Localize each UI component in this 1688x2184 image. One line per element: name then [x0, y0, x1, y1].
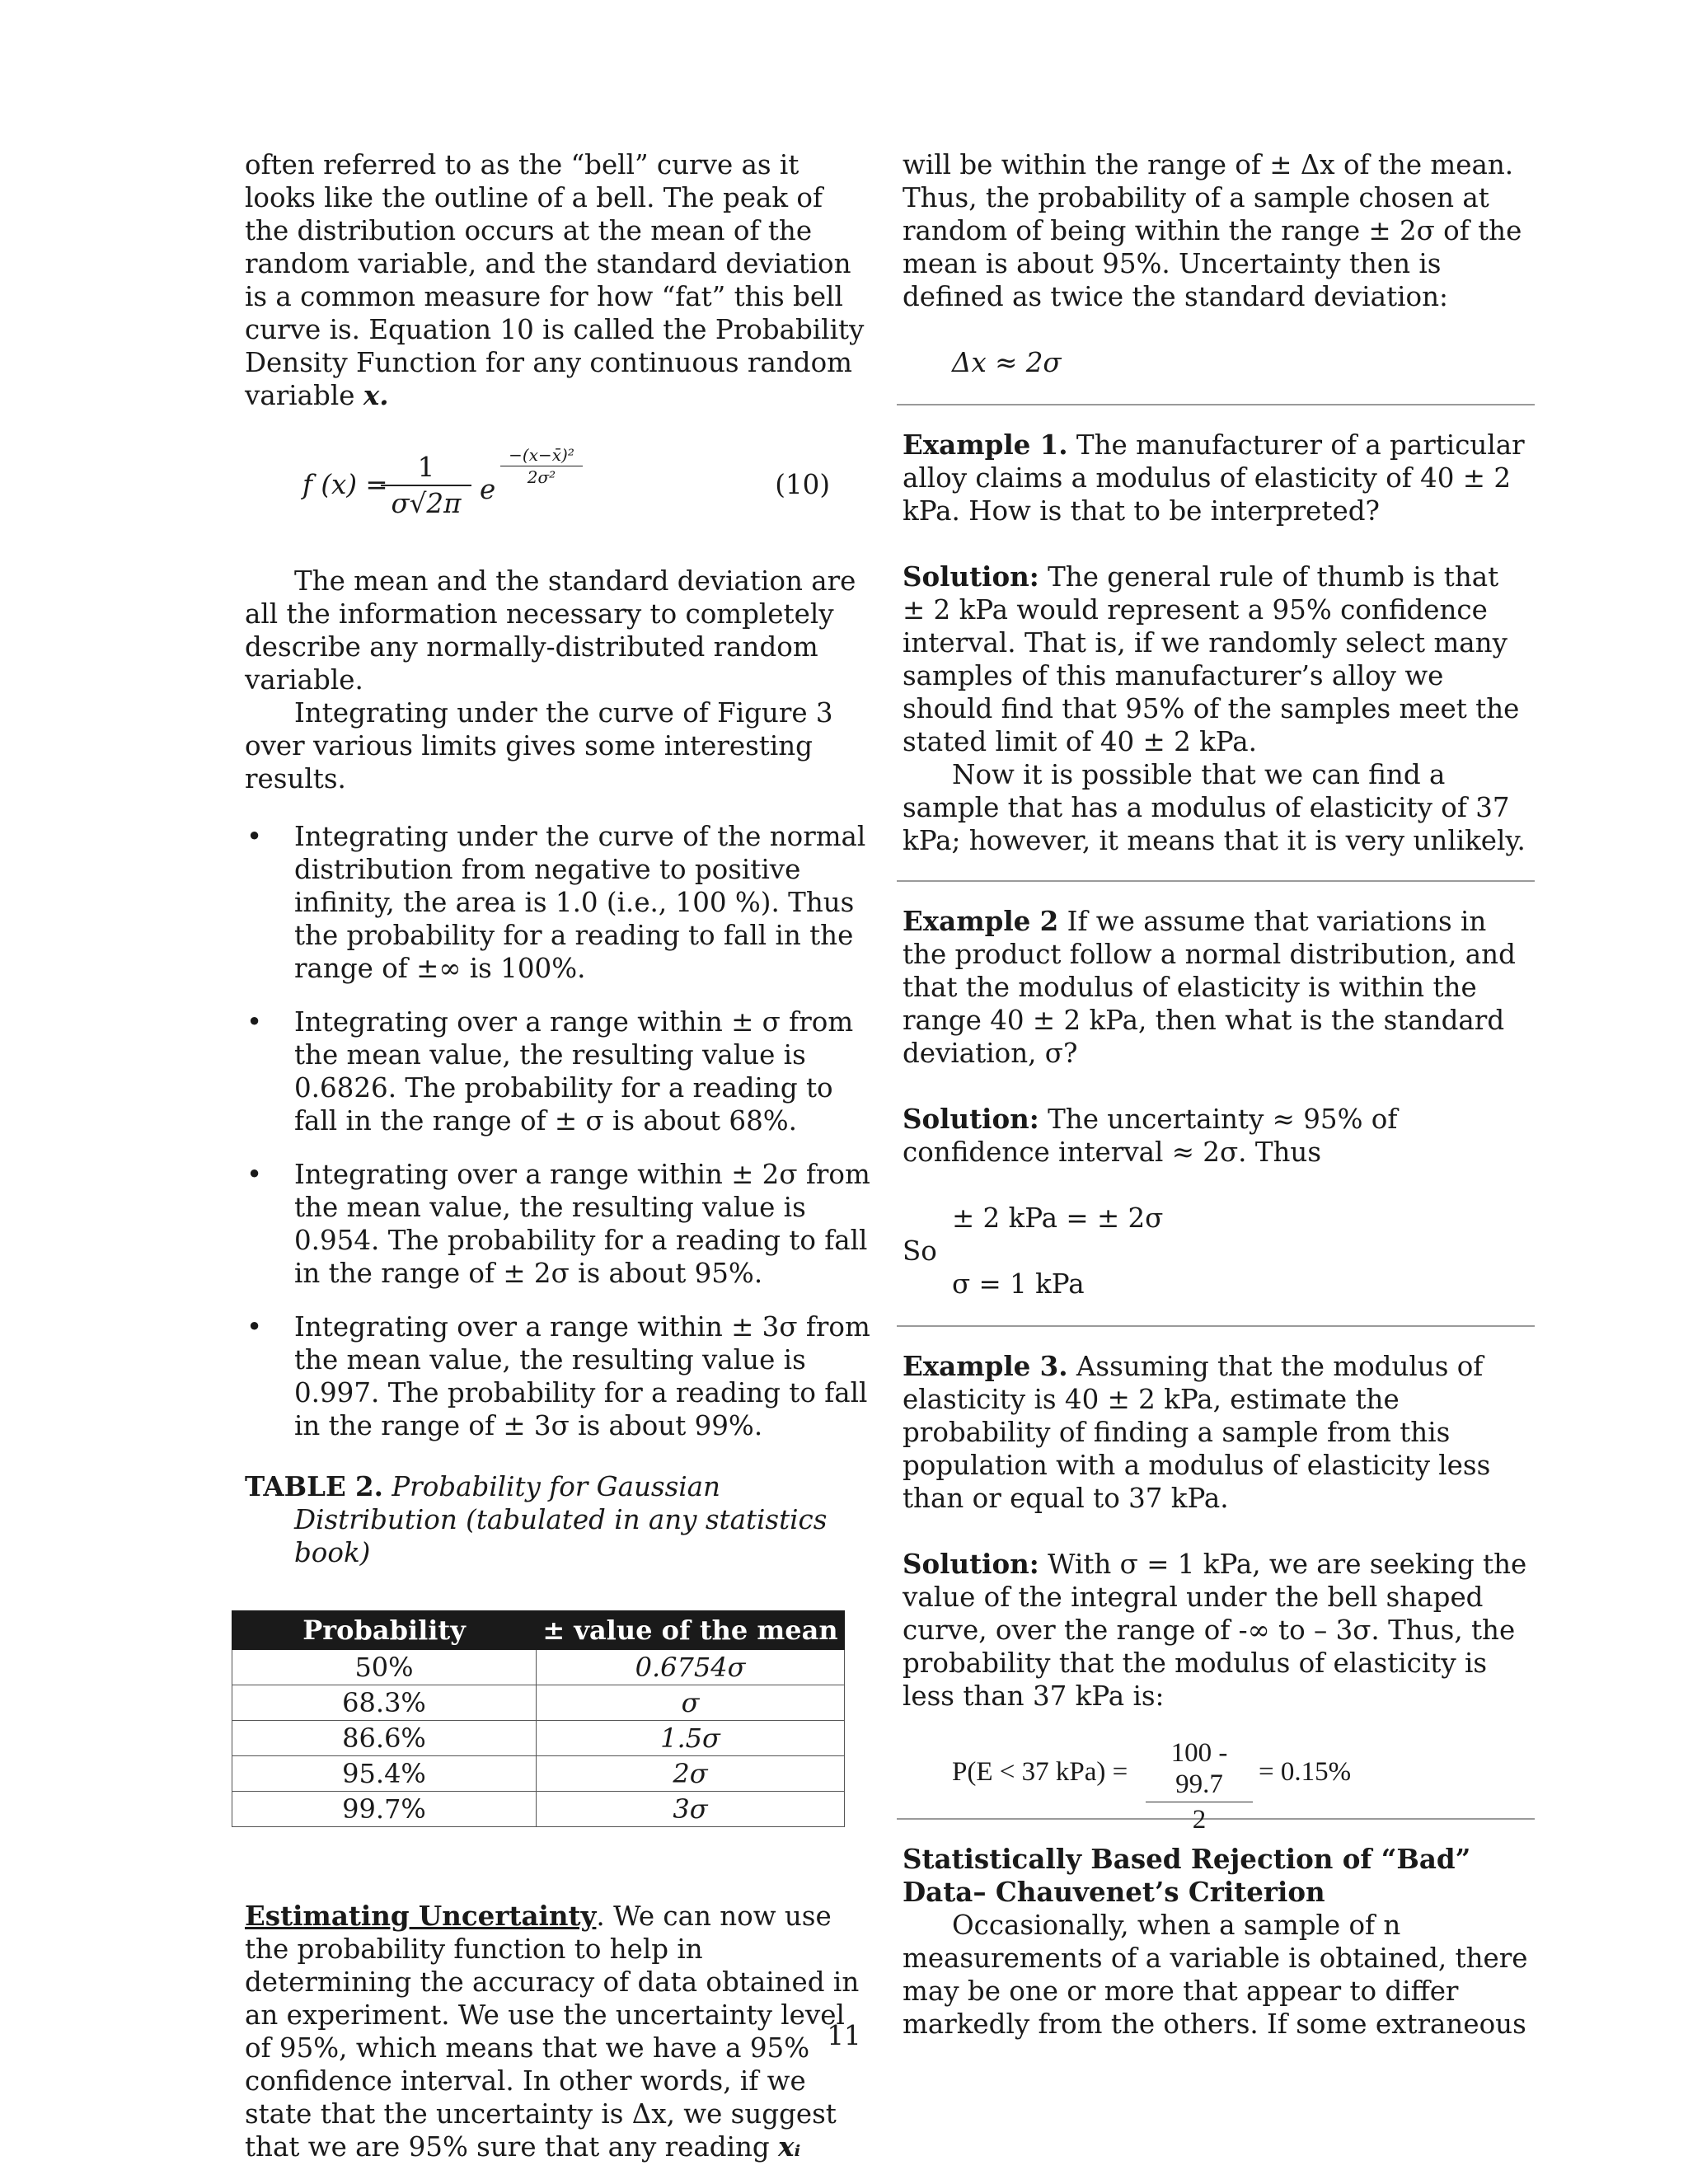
integration-bullet-list: [245, 820, 871, 1442]
table-caption: [245, 1470, 871, 1569]
uncertainty-equation: Δx ≈ 2σ: [952, 347, 1062, 378]
estimating-uncertainty-heading: Estimating Uncertainty: [245, 1900, 597, 1932]
example-3-text: Assuming that the modulus of elasticity is 40 ± 2 kPa, estimate the probability of finding a sample from this population with a modulus of elasticity less than or equal to 37 kPa.: [903, 1351, 1491, 1514]
solution-1-label: Solution:: [903, 560, 1039, 593]
probability-denominator: 2: [1192, 1805, 1207, 1835]
example-3: [903, 1350, 1529, 1515]
table-cell: 68.3%: [232, 1685, 537, 1721]
exponent-denominator: 2σ²: [527, 467, 556, 487]
table-caption-text: Probability for Gaussian Distribution (tabulated in any statistics book): [294, 1471, 828, 1568]
column-header-value: ± value of the mean: [537, 1611, 845, 1650]
exponent-numerator: −(x−x̄)²: [509, 445, 574, 465]
solution-1-continuation: Now it is possible that we can find a sample that has a modulus of elasticity of 37 kPa; however, it means that it is very unlikely.: [903, 759, 1526, 856]
probability-numerator: 100 - 99.7: [1170, 1738, 1228, 1799]
pdf-formula: [302, 445, 616, 527]
table-header-row: [232, 1611, 845, 1650]
exponent: [500, 445, 583, 487]
table-cell: 0.6754σ: [537, 1650, 845, 1685]
integration-paragraph: Integrating under the curve of Figure 3 over various limits gives some interesting results.: [245, 697, 833, 794]
table-cell: 95.4%: [232, 1756, 537, 1792]
bullet-text: Integrating over a range within ± 2σ from the mean value, the resulting value is 0.954. The probability for a reading to fall in the range of ± 2σ is about 95%.: [294, 1159, 870, 1289]
table-row: [232, 1721, 845, 1756]
equation-number: (10): [775, 469, 830, 500]
list-item: [245, 820, 871, 985]
probability-table: [232, 1610, 845, 1827]
bullet-icon: •: [246, 1159, 263, 1190]
list-item: [245, 1310, 871, 1442]
table-cell: 86.6%: [232, 1721, 537, 1756]
table-cell: σ: [537, 1685, 845, 1721]
bullet-icon: •: [246, 1006, 263, 1038]
solution-2-label: Solution:: [903, 1103, 1039, 1135]
example-2-label: Example 2: [903, 905, 1059, 937]
example-1: [903, 429, 1529, 527]
probability-equation: [903, 1737, 1529, 1835]
page-number: 11: [827, 2020, 861, 2051]
right-column: [903, 148, 1529, 2041]
table-label: TABLE 2.: [245, 1470, 383, 1502]
table-cell: 2σ: [537, 1756, 845, 1792]
solution-2: [903, 1103, 1529, 1169]
probability-fraction: [1146, 1737, 1253, 1835]
bullet-text: Integrating over a range within ± σ from the mean value, the resulting value is 0.6826. The probability for a reading to fall in the range of ± σ is about 68%.: [294, 1006, 854, 1137]
table-cell: 99.7%: [232, 1792, 537, 1827]
table-row: [232, 1650, 845, 1685]
probability-lhs: P(E < 37 kPa) =: [952, 1757, 1128, 1787]
solution-2-text: The uncertainty ≈ 95% of confidence interval ≈ 2σ. Thus: [903, 1104, 1398, 1168]
chauvenet-heading: Statistically Based Rejection of “Bad” Data– Chauvenet’s Criterion: [903, 1843, 1471, 1908]
example-1-label: Example 1.: [903, 429, 1068, 461]
fraction-numerator: 1: [417, 452, 435, 483]
uncertainty-definition-paragraph: will be within the range of ± Δx of the mean. Thus, the probability of a sample chosen at random of being within the range ± 2σ of the mean is about 95%. Uncertainty then is defined as twice the standard deviation:: [903, 149, 1522, 312]
equation-fraction: [381, 452, 471, 519]
example-2: [903, 905, 1529, 1070]
example-3-label: Example 3.: [903, 1350, 1068, 1382]
table-cell: 50%: [232, 1650, 537, 1685]
exponential-base: e: [480, 474, 496, 505]
bullet-text: Integrating under the curve of the normal distribution from negative to positive infinity, the area is 1.0 (i.e., 100 %). Thus the probability for a reading to fall in the range of ±∞ is 100%.: [294, 821, 866, 984]
solution-2-equation-1: ± 2 kPa = ± 2σ: [952, 1202, 1164, 1234]
bullet-text: Integrating over a range within ± 3σ from the mean value, the resulting value is 0.997. The probability for a reading to fall in the range of ± 3σ is about 99%.: [294, 1311, 870, 1441]
table-cell: 3σ: [537, 1792, 845, 1827]
fraction-denominator: σ√2π: [391, 488, 462, 519]
solution-3-text: With σ = 1 kPa, we are seeking the value of the integral under the bell shaped curve, over the range of -∞ to – 3σ. Thus, the probability that the modulus of elasticity is less than 37 kPa is:: [903, 1549, 1527, 1712]
list-item: [245, 1158, 871, 1290]
table-cell: 1.5σ: [537, 1721, 845, 1756]
variable-xi: xᵢ: [778, 2130, 801, 2163]
probability-result: = 0.15%: [1259, 1757, 1352, 1787]
solution-3-label: Solution:: [903, 1548, 1039, 1580]
table-row: [232, 1756, 845, 1792]
bullet-icon: •: [246, 821, 263, 852]
list-item: [245, 1005, 871, 1137]
intro-text: often referred to as the “bell” curve as it looks like the outline of a bell. The peak of the distribution occurs at the mean of the random variable, and the standard deviation is a common measure for how “fat” this bell curve is. Equation 10 is called the Probability Density Function for any continuous random variable: [245, 149, 865, 411]
column-header-probability: Probability: [232, 1611, 537, 1650]
estimating-uncertainty-text: . We can now use the probability function to help in determining the accuracy of data obtained in an experiment. We use the uncertainty level of 95%, which means that we have a 95% confidence interval. In other words, if we state that the uncertainty is Δx, we suggest that we are 95% sure that any reading: [245, 1900, 860, 2163]
solution-2-equation-2: σ = 1 kPa: [952, 1268, 1085, 1300]
example-1-text: The manufacturer of a particular alloy claims a modulus of elasticity of 40 ± 2 kPa. How is that to be interpreted?: [903, 429, 1525, 527]
solution-3: [903, 1548, 1529, 1713]
left-column: [245, 148, 871, 2163]
solution-1: [903, 560, 1529, 758]
intro-paragraph: [245, 148, 871, 412]
solution-1-text: The general rule of thumb is that ± 2 kPa would represent a 95% confidence interval. That is, if we randomly select many samples of this manufacturer’s alloy we should find that 95% of the samples meet the stated limit of 40 ± 2 kPa.: [903, 561, 1520, 757]
table-row: [232, 1792, 845, 1827]
solution-2-so: So: [903, 1235, 937, 1267]
bullet-icon: •: [246, 1311, 263, 1343]
chauvenet-paragraph: Occasionally, when a sample of n measurements of a variable is obtained, there may be one or more that appear to differ markedly from the others. If some extraneous: [903, 1910, 1528, 2040]
equation-lhs: f (x) =: [302, 469, 388, 500]
table-row: [232, 1685, 845, 1721]
mean-std-paragraph: The mean and the standard deviation are all the information necessary to completely describe any normally-distributed random variable.: [245, 565, 856, 696]
example-2-text: If we assume that variations in the product follow a normal distribution, and that the modulus of elasticity is within the range 40 ± 2 kPa, then what is the standard deviation, σ?: [903, 906, 1516, 1069]
variable-x: x.: [363, 379, 389, 411]
equation-10: [245, 445, 871, 527]
